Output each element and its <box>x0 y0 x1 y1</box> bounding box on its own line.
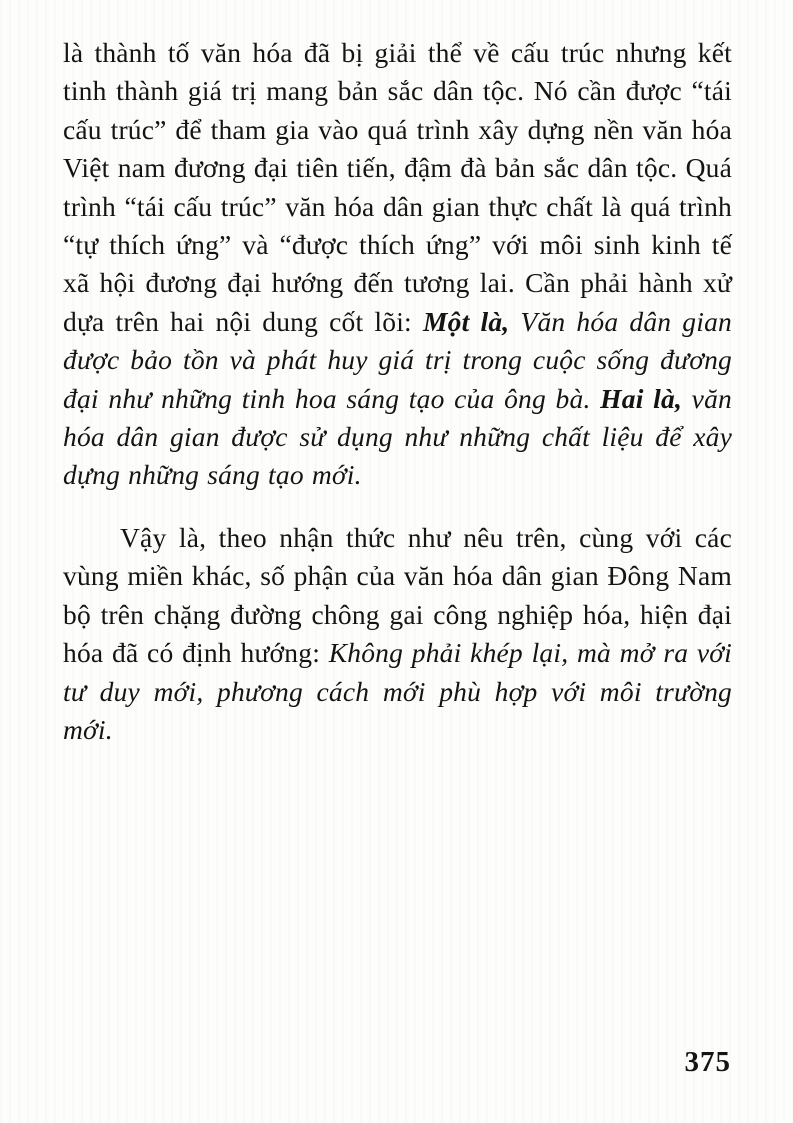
paragraph-1-segment-italic-2: văn hóa dân gian được sử dụng như những chất liệu để xây dựng những sáng tạo mới. <box>63 382 732 491</box>
body-text <box>63 34 732 749</box>
paragraph-1-segment-hai-la: Hai là, <box>600 382 683 414</box>
paragraph-1-segment-mot-la: Một là, <box>422 305 510 337</box>
paragraph-2 <box>63 519 732 749</box>
paragraph-1-segment-regular: là thành tố văn hóa đã bị giải thể về cấu trúc nhưng kết tinh thành giá trị mang bản sắc dân tộc. Nó cần được “tái cấu trúc” để tham gia vào quá trình xây dựng nền văn hóa Việt nam đương đại tiên tiến, đậm đà bản sắc dân tộc. Quá trình “tái cấu trúc” văn hóa dân gian thực chất là quá trình “tự thích ứng” và “được thích ứng” với môi sinh kinh tế xã hội đương đại hướng đến tương lai. Cần phải hành xử dựa trên hai nội dung cốt lõi: <box>63 37 732 337</box>
paragraph-2-segment-italic: Không phải khép lại, mà mở ra với tư duy mới, phương cách mới phù hợp với môi trường mới. <box>63 637 732 745</box>
paragraph-2-segment-regular: Vậy là, theo nhận thức như nêu trên, cùng với các vùng miền khác, số phận của văn hóa dân gian Đông Nam bộ trên chặng đường chông gai công nghiệp hóa, hiện đại hóa đã có định hướng: <box>63 521 732 669</box>
page-number: 375 <box>684 1046 731 1078</box>
paragraph-1 <box>63 34 732 495</box>
paragraph-1-segment-italic-1: Văn hóa dân gian được bảo tồn và phát huy giá trị trong cuộc sống đương đại như những tinh hoa sáng tạo của ông bà. <box>63 305 732 414</box>
